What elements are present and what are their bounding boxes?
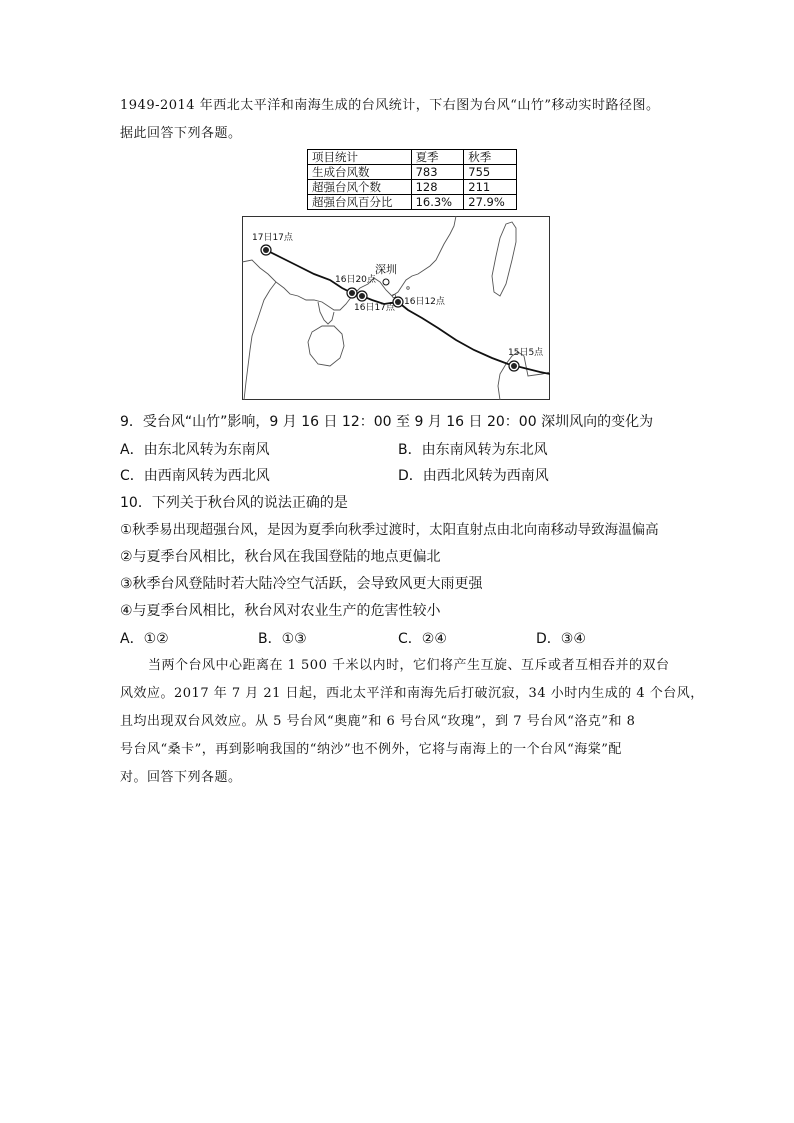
passage2-line-3: 且均出现双台风效应。从 5 号台风“奥鹿”和 6 号台风“玫瑰”，到 7 号台风“洛克”和 8 <box>120 714 636 729</box>
q10-statement-1: ①秋季易出现超强台风，是因为夏季向秋季过渡时，太阳直射点由北向南移动导致海温偏高 <box>120 522 659 538</box>
q9-option-c: C．由西南风转为西北风 <box>120 468 270 484</box>
q10-stem: 10．下列关于秋台风的说法正确的是 <box>120 495 348 511</box>
q10-option-c: C．②④ <box>398 631 447 647</box>
label-shenzhen: 深圳 <box>375 263 397 276</box>
table-row <box>308 180 517 195</box>
table-header-cell: 项目统计 <box>308 150 412 165</box>
passage2-line-2: 风效应。2017 年 7 月 21 日起，西北太平洋和南海先后打破沉寂，34 小时内生成的 4 个台风， <box>120 686 704 701</box>
q9-option-a: A．由东北风转为东南风 <box>120 442 270 458</box>
passage2-line-4: 号台风“桑卡”，再到影响我国的“纳沙”也不例外，它将与南海上的一个台风“海棠”配 <box>120 742 622 757</box>
typhoon-track-map <box>242 216 550 400</box>
q10-statement-2: ②与夏季台风相比，秋台风在我国登陆的地点更偏北 <box>120 549 441 565</box>
typhoon-stats-table <box>307 149 517 210</box>
table-cell: 生成台风数 <box>308 165 412 180</box>
table-cell: 27.9% <box>464 195 517 210</box>
intro-line-1: 1949-2014 年西北太平洋和南海生成的台风统计，下右图为台风“山竹”移动实时路径图。 <box>120 98 660 113</box>
table-header-cell: 秋季 <box>464 150 517 165</box>
table-cell: 16.3% <box>411 195 464 210</box>
q10-option-a: A．①② <box>120 631 169 647</box>
label-17d17h: 17日17点 <box>252 233 293 243</box>
table-row <box>308 165 517 180</box>
table-cell: 755 <box>464 165 517 180</box>
shenzhen-marker <box>383 279 389 285</box>
q9-stem: 9．受台风“山竹”影响，9 月 16 日 12：00 至 9 月 16 日 20：00 深圳风向的变化为 <box>120 414 654 430</box>
table-cell: 超强台风个数 <box>308 180 412 195</box>
q10-statement-3: ③秋季台风登陆时若大陆冷空气活跃，会导致风更大雨更强 <box>120 576 483 592</box>
q10-option-d: D．③④ <box>536 631 586 647</box>
track-point-15d5h <box>509 361 519 371</box>
table-header-row <box>308 150 517 165</box>
q9-option-d: D．由西北风转为西南风 <box>398 468 549 484</box>
table-cell: 超强台风百分比 <box>308 195 412 210</box>
passage2-line-5: 对。回答下列各题。 <box>120 770 242 785</box>
intro-line-2: 据此回答下列各题。 <box>120 126 242 141</box>
q10-option-b: B．①③ <box>258 631 307 647</box>
track-point-16d20h <box>347 288 357 298</box>
q9-option-b: B．由东南风转为东北风 <box>398 442 548 458</box>
track-point-16d17h <box>357 291 367 301</box>
table-cell: 783 <box>411 165 464 180</box>
table-header-cell: 夏季 <box>411 150 464 165</box>
table-cell: 128 <box>411 180 464 195</box>
label-15d5h: 15日5点 <box>508 348 544 358</box>
label-16d20h: 16日20点 <box>335 275 376 285</box>
table-cell: 211 <box>464 180 517 195</box>
label-16d12h: 16日12点 <box>404 297 445 307</box>
table-row <box>308 195 517 210</box>
label-16d17h: 16日17点 <box>354 303 395 313</box>
track-point-17d17h <box>261 245 271 255</box>
map-frame <box>243 217 550 400</box>
q10-statement-4: ④与夏季台风相比，秋台风对农业生产的危害性较小 <box>120 603 441 619</box>
passage2-line-1: 当两个台风中心距离在 1 500 千米以内时，它们将产生互旋、互斥或者互相吞并的双台 <box>148 658 670 673</box>
